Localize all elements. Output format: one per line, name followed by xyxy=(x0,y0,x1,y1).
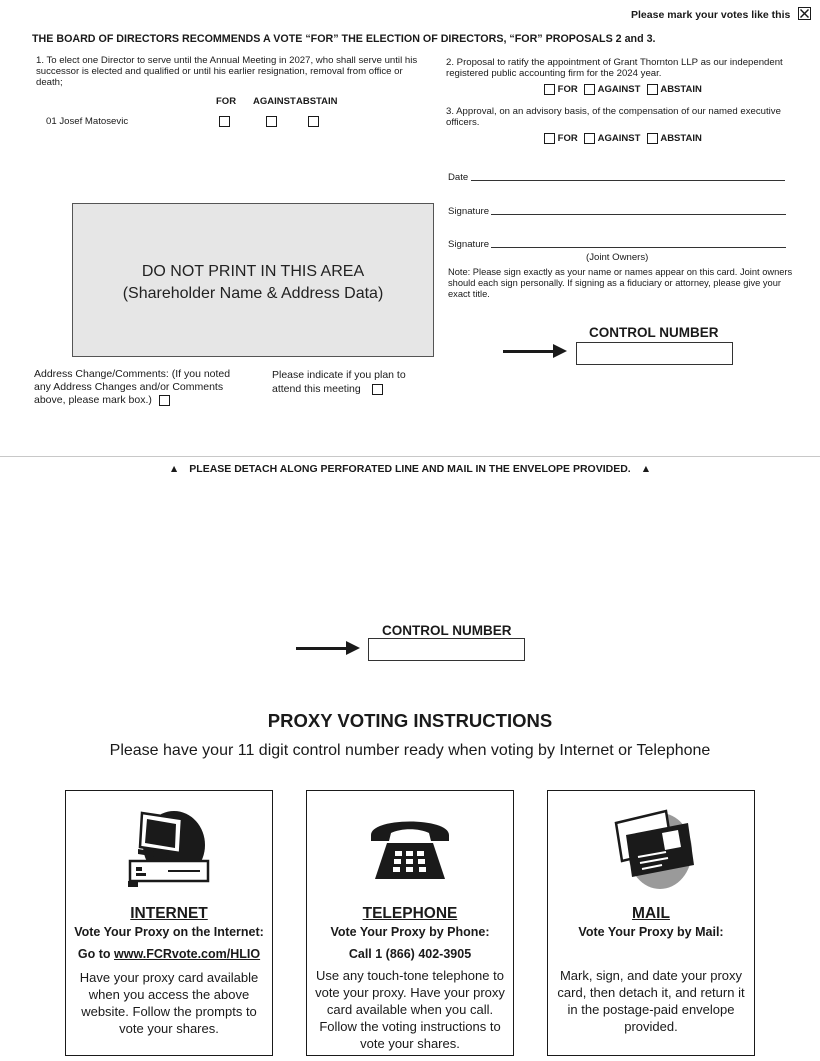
signature-line-1[interactable] xyxy=(491,214,786,215)
arrow-icon xyxy=(503,350,563,353)
address-change-checkbox[interactable] xyxy=(159,395,170,406)
proposal-3-for-checkbox[interactable] xyxy=(544,133,555,144)
proposal-3-text: 3. Approval, on an advisory basis, of the compensation of our named executive officers. xyxy=(446,106,781,128)
internet-title: INTERNET xyxy=(130,905,208,922)
internet-method-panel xyxy=(65,790,273,1056)
detach-instruction-text: PLEASE DETACH ALONG PERFORATED LINE AND MAIL IN THE ENVELOPE PROVIDED. xyxy=(189,463,631,475)
telephone-icon xyxy=(365,805,455,891)
attend-meeting-text xyxy=(272,368,427,396)
mail-instructions: Mark, sign, and date your proxy card, then detach it, and return it in the postage-paid envelope provided. xyxy=(557,968,745,1034)
proposal-2-abstain-checkbox[interactable] xyxy=(647,84,658,95)
attend-meeting-checkbox[interactable] xyxy=(372,384,383,395)
proposal-2-for-checkbox[interactable] xyxy=(544,84,555,95)
mark-votes-instruction xyxy=(631,7,811,21)
internet-subtitle: Vote Your Proxy on the Internet: xyxy=(74,925,264,939)
proposal-2-against-checkbox[interactable] xyxy=(584,84,595,95)
signature-line-2[interactable] xyxy=(491,247,786,248)
internet-instructions: Have your proxy card available when you access the above website. Follow the prompts to vote your shares. xyxy=(79,970,259,1036)
proposal-1-text: 1. To elect one Director to serve until the Annual Meeting in 2027, who shall serve until his successor is elected and qualified or until his earlier resignation, removal from office or death; xyxy=(36,55,418,88)
control-number-label-top: CONTROL NUMBER xyxy=(589,325,719,340)
arrow-icon xyxy=(296,647,356,650)
proposal-2-votes xyxy=(544,84,702,95)
signature-label-2: Signature xyxy=(448,239,490,250)
internet-go-to-label: Go to xyxy=(77,947,115,961)
control-number-box-bottom xyxy=(368,638,525,661)
address-area-line-2: (Shareholder Name & Address Data) xyxy=(122,285,384,302)
mark-votes-label: Please mark your votes like this xyxy=(631,9,791,21)
telephone-subtitle: Vote Your Proxy by Phone: xyxy=(330,925,490,939)
proposal-3-votes xyxy=(544,133,702,144)
perforated-line xyxy=(0,456,820,457)
detach-instruction xyxy=(0,463,820,475)
triangle-up-icon: ▲ xyxy=(168,463,180,475)
proposal-3-against-label: AGAINST xyxy=(597,133,641,145)
proposal-1-col-against: AGAINST xyxy=(253,96,296,107)
mail-method-panel xyxy=(547,790,755,1056)
proposal-3-against-checkbox[interactable] xyxy=(584,133,595,144)
instructions-subtitle: Please have your 11 digit control number ready when voting by Internet or Telephone xyxy=(109,742,711,759)
proposal-3-for-label: FOR xyxy=(557,133,578,145)
proposal-1-col-abstain: ABSTAIN xyxy=(296,96,338,107)
nominee-for-checkbox[interactable] xyxy=(219,116,230,127)
address-change-label: Address Change/Comments: (If you noted any Address Changes and/or Comments above, please mark box.) xyxy=(34,368,231,406)
date-line[interactable] xyxy=(471,180,785,181)
shareholder-address-area xyxy=(72,203,434,357)
nominee-against-checkbox[interactable] xyxy=(266,116,277,127)
proposal-2-abstain-label: ABSTAIN xyxy=(660,84,702,96)
instructions-title: PROXY VOTING INSTRUCTIONS xyxy=(267,710,553,731)
board-recommendation: THE BOARD OF DIRECTORS RECOMMENDS A VOTE “FOR” THE ELECTION OF DIRECTORS, “FOR” PROPOSALS 2 and 3. xyxy=(32,33,656,45)
telephone-instructions: Use any touch-tone telephone to vote your proxy. Have your proxy card available when you call. Follow the voting instructions to vote your shares. xyxy=(315,968,505,1051)
nominee-name: 01 Josef Matosevic xyxy=(46,116,129,127)
signature-label-1: Signature xyxy=(448,206,490,217)
proposal-2-against-label: AGAINST xyxy=(597,84,641,96)
control-number-box-top xyxy=(576,342,733,365)
signature-note: Note: Please sign exactly as your name or names appear on this card. Joint owners should each sign personally. If signing as a fiduciary or attorney, please give your exact title. xyxy=(448,267,793,299)
attend-meeting-label: Please indicate if you plan to attend this meeting xyxy=(272,369,406,395)
address-change-text xyxy=(34,368,246,407)
date-label: Date xyxy=(448,172,469,183)
telephone-title: TELEPHONE xyxy=(362,905,458,922)
mail-subtitle: Vote Your Proxy by Mail: xyxy=(578,925,724,939)
telephone-method-panel xyxy=(306,790,514,1056)
triangle-up-icon: ▲ xyxy=(640,463,652,475)
x-mark-example-icon xyxy=(798,7,811,20)
computer-icon xyxy=(124,805,214,891)
proposal-3-abstain-label: ABSTAIN xyxy=(660,133,702,145)
internet-website-line xyxy=(66,947,272,961)
mail-icon xyxy=(606,805,696,891)
address-area-line-1: DO NOT PRINT IN THIS AREA xyxy=(141,263,365,280)
proposal-2-text: 2. Proposal to ratify the appointment of Grant Thornton LLP as our independent registered public accounting firm for the 2024 year. xyxy=(446,57,783,79)
proposal-3-abstain-checkbox[interactable] xyxy=(647,133,658,144)
telephone-number: Call 1 (866) 402-3905 xyxy=(348,947,472,961)
joint-owners-label: (Joint Owners) xyxy=(586,252,649,263)
proposal-1-col-for: FOR xyxy=(216,96,237,107)
control-number-label-bottom: CONTROL NUMBER xyxy=(382,623,512,638)
nominee-abstain-checkbox[interactable] xyxy=(308,116,319,127)
internet-website-link[interactable]: www.FCRvote.com/HLIO xyxy=(114,947,261,961)
mail-title: MAIL xyxy=(632,905,670,922)
proposal-2-for-label: FOR xyxy=(557,84,578,96)
